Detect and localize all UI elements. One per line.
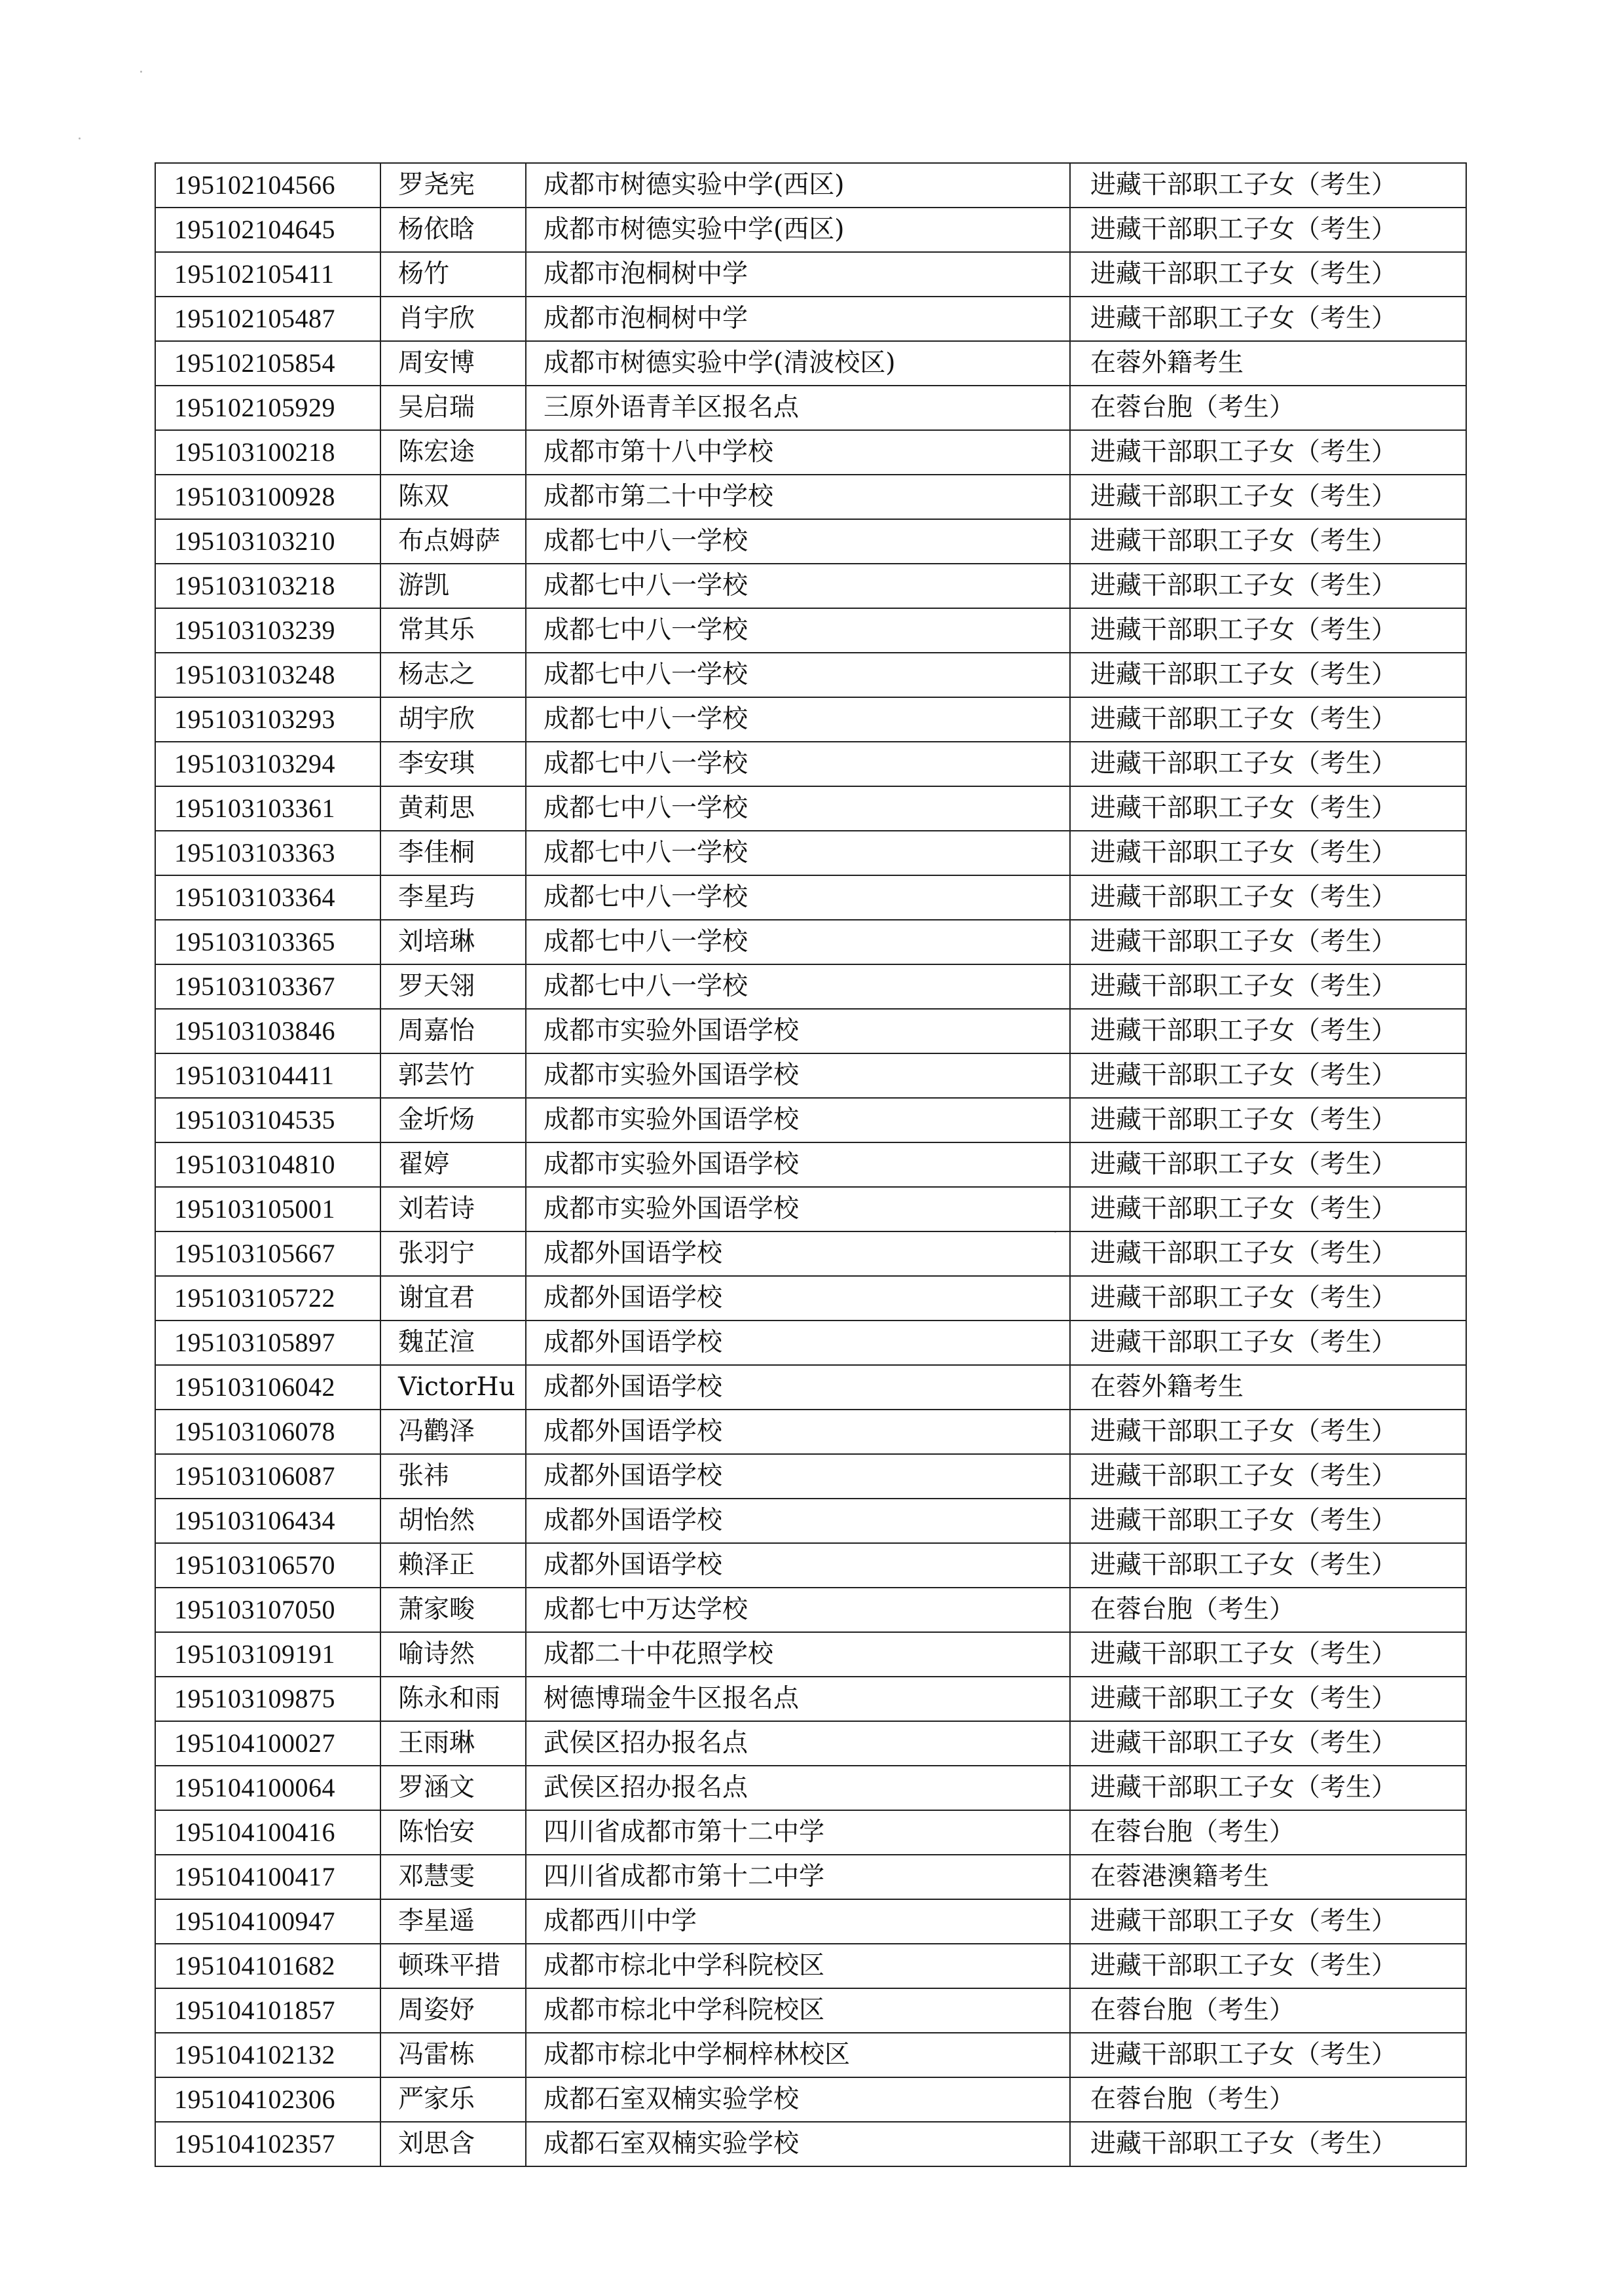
category-cell: 进藏干部职工子女（考生） [1070,608,1466,653]
table-row [155,564,1466,608]
category-cell: 进藏干部职工子女（考生） [1070,1009,1466,1053]
table-row [155,2122,1466,2166]
school-cell: 成都市泡桐树中学 [526,297,1070,341]
category-cell: 进藏干部职工子女（考生） [1070,786,1466,831]
school-cell: 成都市实验外国语学校 [526,1142,1070,1187]
candidate-id-cell: 195103103294 [155,742,380,786]
table-row [155,1677,1466,1721]
category-cell: 在蓉台胞（考生） [1070,386,1466,430]
school-cell: 四川省成都市第十二中学 [526,1855,1070,1899]
candidate-name-cell: 萧家畯 [380,1588,526,1632]
candidate-id-cell: 195103103367 [155,964,380,1009]
table-row [155,1187,1466,1231]
candidate-id-cell: 195104100417 [155,1855,380,1899]
school-cell: 成都七中八一学校 [526,742,1070,786]
candidate-id-cell: 195102105487 [155,297,380,341]
school-cell: 成都外国语学校 [526,1231,1070,1276]
candidate-name-cell: 魏芷渲 [380,1321,526,1365]
candidate-id-cell: 195103100928 [155,475,380,519]
school-cell: 成都七中八一学校 [526,653,1070,697]
candidate-name-cell: 顿珠平措 [380,1944,526,1988]
candidate-name-cell: 常其乐 [380,608,526,653]
table-row [155,1142,1466,1187]
candidate-name-cell: 周姿妤 [380,1988,526,2033]
school-cell: 成都市实验外国语学校 [526,1053,1070,1098]
table-row [155,252,1466,297]
candidate-name-cell: 陈宏途 [380,430,526,475]
table-row [155,964,1466,1009]
candidate-name-cell: 胡宇欣 [380,697,526,742]
category-cell: 进藏干部职工子女（考生） [1070,1499,1466,1543]
candidate-id-cell: 195103103363 [155,831,380,875]
candidate-name-cell: 陈怡安 [380,1810,526,1855]
candidate-name-cell: 杨竹 [380,252,526,297]
school-cell: 成都市实验外国语学校 [526,1009,1070,1053]
candidate-id-cell: 195103107050 [155,1588,380,1632]
candidate-id-cell: 195103104411 [155,1053,380,1098]
table-row [155,697,1466,742]
scan-speck [140,71,142,73]
candidate-id-cell: 195103103293 [155,697,380,742]
candidate-name-cell: 冯雷栋 [380,2033,526,2077]
table-row [155,1632,1466,1677]
category-cell: 进藏干部职工子女（考生） [1070,1632,1466,1677]
candidate-name-cell: 刘培琳 [380,920,526,964]
candidate-name-cell: 杨依晗 [380,208,526,252]
category-cell: 进藏干部职工子女（考生） [1070,430,1466,475]
candidate-id-cell: 195104101857 [155,1988,380,2033]
table-row [155,920,1466,964]
school-cell: 成都外国语学校 [526,1499,1070,1543]
candidate-id-cell: 195103103365 [155,920,380,964]
table-row [155,653,1466,697]
candidate-id-cell: 195104101682 [155,1944,380,1988]
candidate-id-cell: 195103103248 [155,653,380,697]
category-cell: 在蓉台胞（考生） [1070,1810,1466,1855]
candidate-name-cell: 刘思含 [380,2122,526,2166]
table-row [155,875,1466,920]
school-cell: 成都市树德实验中学(清波校区) [526,341,1070,386]
candidate-name-cell: 郭芸竹 [380,1053,526,1098]
candidate-id-cell: 195104102306 [155,2077,380,2122]
category-cell: 进藏干部职工子女（考生） [1070,297,1466,341]
table-row [155,430,1466,475]
candidate-name-cell: 陈双 [380,475,526,519]
school-cell: 树德博瑞金牛区报名点 [526,1677,1070,1721]
table-row [155,2033,1466,2077]
candidate-id-cell: 195103104810 [155,1142,380,1187]
candidate-name-cell: 赖泽正 [380,1543,526,1588]
candidate-name-cell: 金圻炀 [380,1098,526,1142]
candidate-id-cell: 195103106042 [155,1365,380,1410]
candidate-id-cell: 195103103361 [155,786,380,831]
candidate-id-cell: 195103105897 [155,1321,380,1365]
category-cell: 进藏干部职工子女（考生） [1070,1231,1466,1276]
school-cell: 三原外语青羊区报名点 [526,386,1070,430]
candidate-name-cell: 刘若诗 [380,1187,526,1231]
table-row [155,1988,1466,2033]
candidate-name-cell: 王雨琳 [380,1721,526,1766]
category-cell: 进藏干部职工子女（考生） [1070,252,1466,297]
candidate-name-cell: 游凯 [380,564,526,608]
candidate-id-cell: 195104102132 [155,2033,380,2077]
table-row [155,786,1466,831]
candidate-name-cell: 吴启瑞 [380,386,526,430]
school-cell: 成都外国语学校 [526,1454,1070,1499]
table-row [155,742,1466,786]
candidate-name-cell: 罗涵文 [380,1766,526,1810]
category-cell: 在蓉台胞（考生） [1070,1588,1466,1632]
candidate-name-cell: 张羽宁 [380,1231,526,1276]
candidate-id-cell: 195103109191 [155,1632,380,1677]
school-cell: 武侯区招办报名点 [526,1721,1070,1766]
candidate-id-cell: 195103105722 [155,1276,380,1321]
candidate-id-cell: 195103103239 [155,608,380,653]
candidate-name-cell: 胡怡然 [380,1499,526,1543]
table-row [155,297,1466,341]
school-cell: 成都市实验外国语学校 [526,1187,1070,1231]
school-cell: 成都市第二十中学校 [526,475,1070,519]
candidate-id-cell: 195103106434 [155,1499,380,1543]
category-cell: 进藏干部职工子女（考生） [1070,2033,1466,2077]
candidate-id-cell: 195104100416 [155,1810,380,1855]
category-cell: 进藏干部职工子女（考生） [1070,1766,1466,1810]
table-row [155,1231,1466,1276]
category-cell: 进藏干部职工子女（考生） [1070,1944,1466,1988]
scan-speck [79,137,81,139]
school-cell: 成都七中八一学校 [526,831,1070,875]
category-cell: 进藏干部职工子女（考生） [1070,1677,1466,1721]
category-cell: 进藏干部职工子女（考生） [1070,163,1466,208]
school-cell: 成都石室双楠实验学校 [526,2077,1070,2122]
category-cell: 在蓉外籍考生 [1070,341,1466,386]
table-row [155,608,1466,653]
table-row [155,1543,1466,1588]
table-row [155,163,1466,208]
school-cell: 成都七中八一学校 [526,519,1070,564]
table-row [155,1098,1466,1142]
table-row [155,519,1466,564]
table-row [155,1365,1466,1410]
candidate-name-cell: 周嘉怡 [380,1009,526,1053]
candidate-id-cell: 195103104535 [155,1098,380,1142]
category-cell: 进藏干部职工子女（考生） [1070,1321,1466,1365]
candidate-id-cell: 195102105929 [155,386,380,430]
table-row [155,386,1466,430]
candidate-id-cell: 195103105001 [155,1187,380,1231]
candidate-name-cell: 邓慧雯 [380,1855,526,1899]
table-row [155,1499,1466,1543]
candidate-id-cell: 195103103218 [155,564,380,608]
school-cell: 成都市第十八中学校 [526,430,1070,475]
candidate-name-cell: 杨志之 [380,653,526,697]
table-row [155,1899,1466,1944]
candidate-name-cell: 李安琪 [380,742,526,786]
candidate-table [155,162,1467,2167]
category-cell: 进藏干部职工子女（考生） [1070,208,1466,252]
school-cell: 成都市棕北中学桐梓林校区 [526,2033,1070,2077]
category-cell: 进藏干部职工子女（考生） [1070,519,1466,564]
school-cell: 成都市实验外国语学校 [526,1098,1070,1142]
candidate-name-cell: 陈永和雨 [380,1677,526,1721]
category-cell: 进藏干部职工子女（考生） [1070,1721,1466,1766]
table-row [155,1009,1466,1053]
candidate-id-cell: 195103103364 [155,875,380,920]
candidate-id-cell: 195103103210 [155,519,380,564]
candidate-id-cell: 195104100947 [155,1899,380,1944]
school-cell: 成都市树德实验中学(西区) [526,208,1070,252]
category-cell: 进藏干部职工子女（考生） [1070,875,1466,920]
school-cell: 成都七中八一学校 [526,608,1070,653]
candidate-id-cell: 195102104645 [155,208,380,252]
candidate-id-cell: 195103106087 [155,1454,380,1499]
candidate-name-cell: 周安博 [380,341,526,386]
table-row [155,475,1466,519]
category-cell: 进藏干部职工子女（考生） [1070,1053,1466,1098]
table-row [155,1053,1466,1098]
table-row [155,1810,1466,1855]
candidate-name-cell: 李星遥 [380,1899,526,1944]
table-row [155,1855,1466,1899]
school-cell: 成都市树德实验中学(西区) [526,163,1070,208]
table-row [155,1944,1466,1988]
table-row [155,831,1466,875]
candidate-name-cell: VictorHu [380,1365,526,1410]
category-cell: 进藏干部职工子女（考生） [1070,1187,1466,1231]
school-cell: 成都七中八一学校 [526,875,1070,920]
category-cell: 在蓉台胞（考生） [1070,1988,1466,2033]
category-cell: 进藏干部职工子女（考生） [1070,1543,1466,1588]
table-row [155,1766,1466,1810]
candidate-id-cell: 195104100027 [155,1721,380,1766]
candidate-name-cell: 罗尧宪 [380,163,526,208]
school-cell: 武侯区招办报名点 [526,1766,1070,1810]
school-cell: 成都七中八一学校 [526,564,1070,608]
candidate-id-cell: 195103103846 [155,1009,380,1053]
candidate-name-cell: 黄莉思 [380,786,526,831]
candidate-id-cell: 195104102357 [155,2122,380,2166]
category-cell: 在蓉外籍考生 [1070,1365,1466,1410]
candidate-name-cell: 李星玙 [380,875,526,920]
school-cell: 成都石室双楠实验学校 [526,2122,1070,2166]
category-cell: 进藏干部职工子女（考生） [1070,1142,1466,1187]
category-cell: 进藏干部职工子女（考生） [1070,1410,1466,1454]
category-cell: 进藏干部职工子女（考生） [1070,1098,1466,1142]
category-cell: 进藏干部职工子女（考生） [1070,697,1466,742]
school-cell: 成都市泡桐树中学 [526,252,1070,297]
category-cell: 在蓉港澳籍考生 [1070,1855,1466,1899]
category-cell: 在蓉台胞（考生） [1070,2077,1466,2122]
category-cell: 进藏干部职工子女（考生） [1070,920,1466,964]
candidate-name-cell: 严家乐 [380,2077,526,2122]
school-cell: 成都外国语学校 [526,1410,1070,1454]
table-row [155,1321,1466,1365]
candidate-table-body [155,163,1466,2166]
school-cell: 成都外国语学校 [526,1321,1070,1365]
candidate-id-cell: 195102104566 [155,163,380,208]
candidate-name-cell: 罗天翎 [380,964,526,1009]
table-row [155,208,1466,252]
candidate-name-cell: 翟婷 [380,1142,526,1187]
candidate-id-cell: 195103109875 [155,1677,380,1721]
school-cell: 成都外国语学校 [526,1543,1070,1588]
candidate-id-cell: 195102105411 [155,252,380,297]
table-row [155,1721,1466,1766]
category-cell: 进藏干部职工子女（考生） [1070,1454,1466,1499]
category-cell: 进藏干部职工子女（考生） [1070,653,1466,697]
category-cell: 进藏干部职工子女（考生） [1070,475,1466,519]
candidate-name-cell: 谢宜君 [380,1276,526,1321]
table-row [155,341,1466,386]
school-cell: 成都外国语学校 [526,1365,1070,1410]
candidate-name-cell: 布点姆萨 [380,519,526,564]
table-row [155,1588,1466,1632]
school-cell: 成都市棕北中学科院校区 [526,1944,1070,1988]
school-cell: 成都七中八一学校 [526,920,1070,964]
candidate-name-cell: 喻诗然 [380,1632,526,1677]
candidate-name-cell: 肖宇欣 [380,297,526,341]
candidate-name-cell: 冯鹳泽 [380,1410,526,1454]
category-cell: 进藏干部职工子女（考生） [1070,2122,1466,2166]
candidate-id-cell: 195103106078 [155,1410,380,1454]
school-cell: 四川省成都市第十二中学 [526,1810,1070,1855]
school-cell: 成都市棕北中学科院校区 [526,1988,1070,2033]
school-cell: 成都西川中学 [526,1899,1070,1944]
school-cell: 成都二十中花照学校 [526,1632,1070,1677]
table-row [155,1454,1466,1499]
candidate-id-cell: 195103100218 [155,430,380,475]
school-cell: 成都七中八一学校 [526,786,1070,831]
category-cell: 进藏干部职工子女（考生） [1070,1899,1466,1944]
candidate-id-cell: 195103106570 [155,1543,380,1588]
candidate-id-cell: 195102105854 [155,341,380,386]
table-row [155,1276,1466,1321]
candidate-name-cell: 李佳桐 [380,831,526,875]
school-cell: 成都七中八一学校 [526,697,1070,742]
table-row [155,2077,1466,2122]
school-cell: 成都外国语学校 [526,1276,1070,1321]
candidate-id-cell: 195104100064 [155,1766,380,1810]
school-cell: 成都七中万达学校 [526,1588,1070,1632]
category-cell: 进藏干部职工子女（考生） [1070,964,1466,1009]
candidate-name-cell: 张祎 [380,1454,526,1499]
category-cell: 进藏干部职工子女（考生） [1070,564,1466,608]
category-cell: 进藏干部职工子女（考生） [1070,742,1466,786]
table-row [155,1410,1466,1454]
category-cell: 进藏干部职工子女（考生） [1070,1276,1466,1321]
school-cell: 成都七中八一学校 [526,964,1070,1009]
category-cell: 进藏干部职工子女（考生） [1070,831,1466,875]
candidate-id-cell: 195103105667 [155,1231,380,1276]
